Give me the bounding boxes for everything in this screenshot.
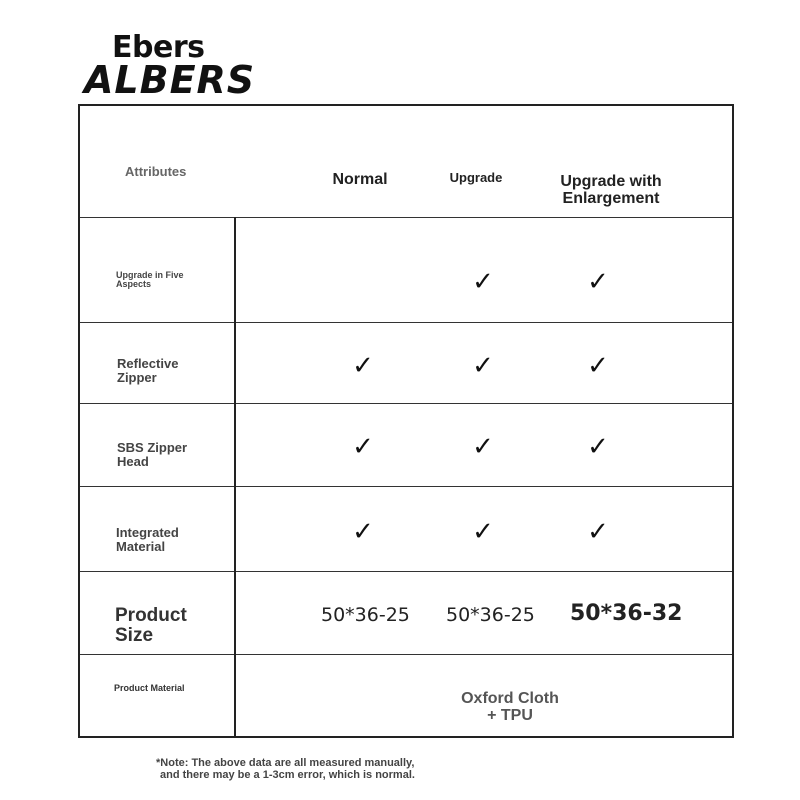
column-divider [234,217,236,736]
product-material-value: Oxford Cloth + TPU [461,690,559,724]
row-divider [80,654,732,655]
product-size-normal: 50*36-25 [321,604,410,626]
row-divider [80,403,732,404]
row-label-product-size: Product Size [115,605,187,646]
row-label-reflective-zipper: Reflective Zipper [117,356,179,385]
row-divider [80,486,732,487]
row-label-product-material: Product Material [114,683,185,693]
comparison-table [78,104,734,738]
row-divider [80,322,732,323]
check-icon: ✓ [352,351,374,381]
footnote-line-1: *Note: The above data are all measured manually, [156,757,415,769]
check-icon: ✓ [352,432,374,462]
column-header-upgrade-enlargement: Upgrade with Enlargement [560,173,662,207]
check-icon: ✓ [587,432,609,462]
check-icon: ✓ [587,517,609,547]
check-icon: ✓ [587,351,609,381]
check-icon: ✓ [472,432,494,462]
product-size-enlargement: 50*36-32 [570,601,683,626]
footnote [156,757,415,781]
row-divider [80,217,732,218]
check-icon: ✓ [352,517,374,547]
row-divider [80,571,732,572]
row-label-upgrade-five-aspects: Upgrade in Five Aspects [116,270,184,290]
check-icon: ✓ [472,267,494,297]
row-label-sbs-zipper-head: SBS Zipper Head [117,440,188,469]
column-header-normal: Normal [332,171,388,188]
row-label-integrated-material: Integrated Material [116,525,179,554]
check-icon: ✓ [472,517,494,547]
column-header-upgrade: Upgrade [449,170,503,185]
brand-logo-top: Ebers [112,30,205,65]
brand-logo-main: ALBERS [84,58,256,102]
product-size-upgrade: 50*36-25 [446,604,535,626]
attributes-header: Attributes [125,164,187,179]
check-icon: ✓ [587,267,609,297]
check-icon: ✓ [472,351,494,381]
footnote-line-2: and there may be a 1-3cm error, which is normal. [160,769,415,782]
